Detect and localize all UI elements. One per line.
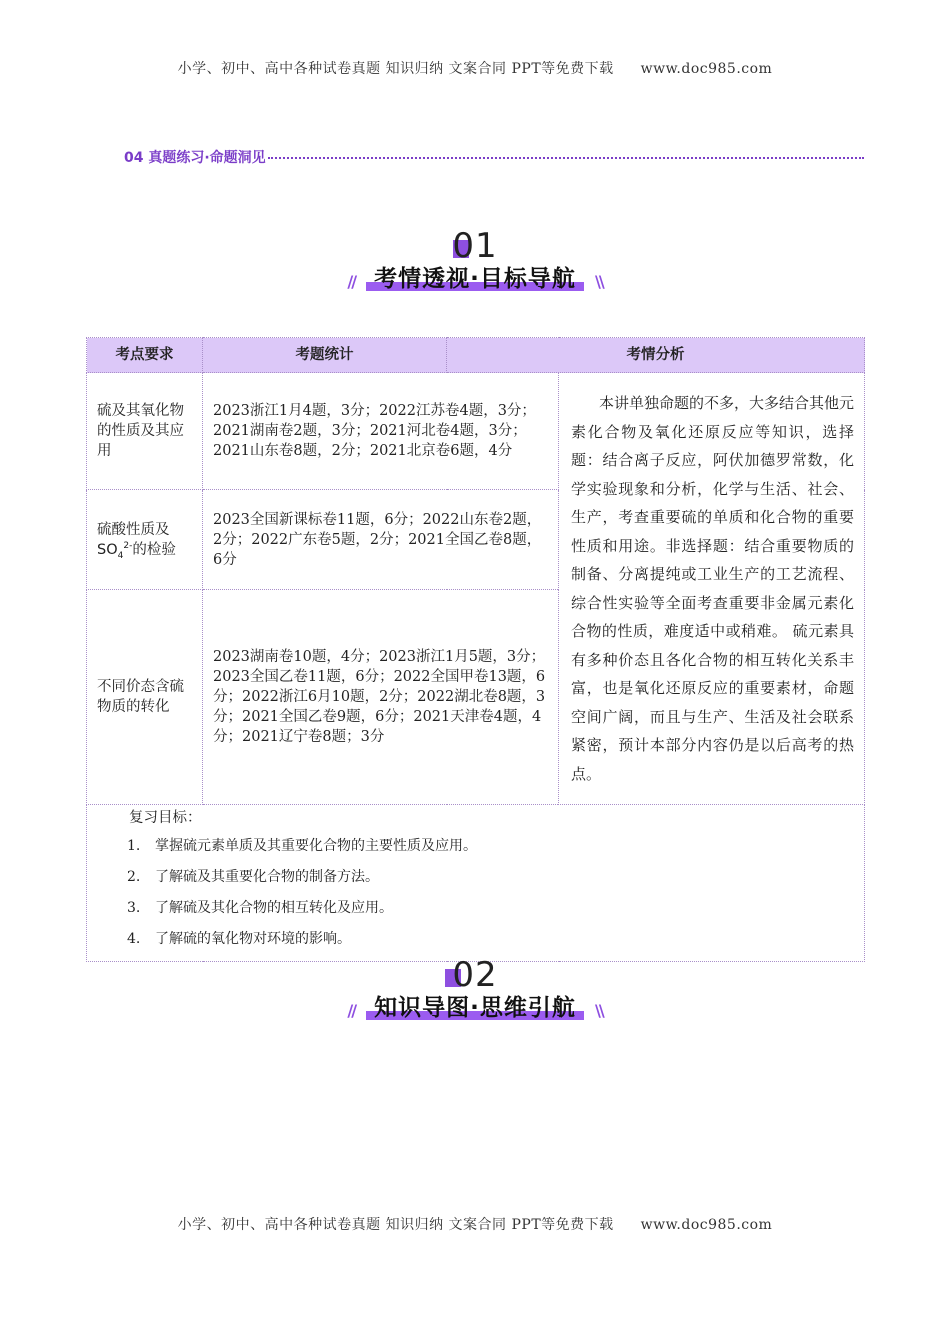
page-footer <box>0 1214 950 1234</box>
section-title <box>366 989 584 1022</box>
toc-leader-dots <box>268 157 864 159</box>
review-goals-row <box>87 805 865 962</box>
section-title <box>366 260 584 293</box>
list-item: 3. 了解硫及其化合物的相互转化及应用。 <box>127 900 393 916</box>
header-text: 小学、初中、高中各种试卷真题 知识归纳 文案合同 PPT等免费下载 <box>177 61 614 77</box>
section-01-heading <box>0 226 950 306</box>
list-item: 2. 了解硫及其重要化合物的制备方法。 <box>127 869 379 885</box>
table-row <box>87 373 865 490</box>
exam-stats-cell: 2023湖南卷10题，4分；2023浙江1月5题，3分；2023全国乙卷11题，6分；2022全国甲卷13题，6分；2022浙江6月10题，2分；2022湖北卷8题，3分；2021全国乙卷9题，6分；2021天津卷4题，4分；2021辽宁卷8题；3分 <box>203 590 559 805</box>
section-title-text: 知识导图·思维引航 <box>374 995 576 1021</box>
list-item: 1. 掌握硫元素单质及其重要化合物的主要性质及应用。 <box>127 838 477 854</box>
point-text-suffix: 的检验 <box>132 541 176 558</box>
page-header <box>0 58 950 78</box>
section-number: 01 <box>452 226 498 266</box>
toc-entry[interactable] <box>124 147 864 167</box>
footer-site-link[interactable]: www.doc985.com <box>640 1217 773 1233</box>
formula-subscript: 4 <box>117 550 124 561</box>
exam-point-cell: 不同价态含硫物质的转化 <box>87 590 203 805</box>
exam-stats-cell: 2023全国新课标卷11题，6分；2022山东卷2题，2分；2022广东卷5题，2分；2021全国乙卷8题，6分 <box>203 490 559 590</box>
left-slash-decoration: // <box>347 272 356 291</box>
exam-analysis-cell <box>559 373 865 805</box>
sulfate-formula: SO <box>97 541 118 558</box>
exam-stats-cell: 2023浙江1月4题，3分；2022江苏卷4题，3分；2021湖南卷2题，3分；2021河北卷4题，3分；2021山东卷8题，2分；2021北京卷6题，4分 <box>203 373 559 490</box>
header-exam-analysis: 考情分析 <box>447 338 865 373</box>
left-slash-decoration: // <box>347 1001 356 1020</box>
right-slash-decoration: \\ <box>594 272 603 291</box>
header-exam-stats: 考题统计 <box>203 338 447 373</box>
analysis-text: 本讲单独命题的不多，大多结合其他元素化合物及氧化还原反应等知识，选择题：结合离子反应，阿伏加德罗常数，化学实验现象和分析，化学与生活、社会、生产，考查重要硫的单质和化合物的重要性质和用途。非选择题：结合重要物质的制备、分离提纯或工业生产的工艺流程、综合性实验等全面考查重要非金属元素化合物的性质，难度适中或稍难。 硫元素具有多种价态且各化合物的相互转化关系丰富，也是氧化还原反应的重要素材，命题空间广阔，而且与生产、生活及社会联系紧密，预计本部分内容仍是以后高考的热点。 <box>571 394 855 783</box>
formula-superscript: 2- <box>123 540 133 551</box>
section-02-heading <box>0 955 950 1035</box>
point-text: 硫酸性质及 <box>97 521 170 538</box>
footer-text: 小学、初中、高中各种试卷真题 知识归纳 文案合同 PPT等免费下载 <box>177 1217 614 1233</box>
header-exam-points: 考点要求 <box>87 338 203 373</box>
list-item: 4. 了解硫的氧化物对环境的影响。 <box>127 931 351 947</box>
section-number: 02 <box>452 955 498 995</box>
table-header-row <box>87 338 865 373</box>
right-slash-decoration: \\ <box>594 1001 603 1020</box>
exam-point-cell: 硫及其氧化物的性质及其应用 <box>87 373 203 490</box>
toc-entry-label: 04 真题练习·命题洞见 <box>124 150 266 166</box>
review-goals-cell <box>87 805 865 962</box>
section-title-text: 考情透视·目标导航 <box>374 266 576 292</box>
exam-point-cell <box>87 490 203 590</box>
review-goals-title: 复习目标： <box>129 810 202 826</box>
header-site-link[interactable]: www.doc985.com <box>640 61 773 77</box>
exam-analysis-table <box>86 337 865 962</box>
